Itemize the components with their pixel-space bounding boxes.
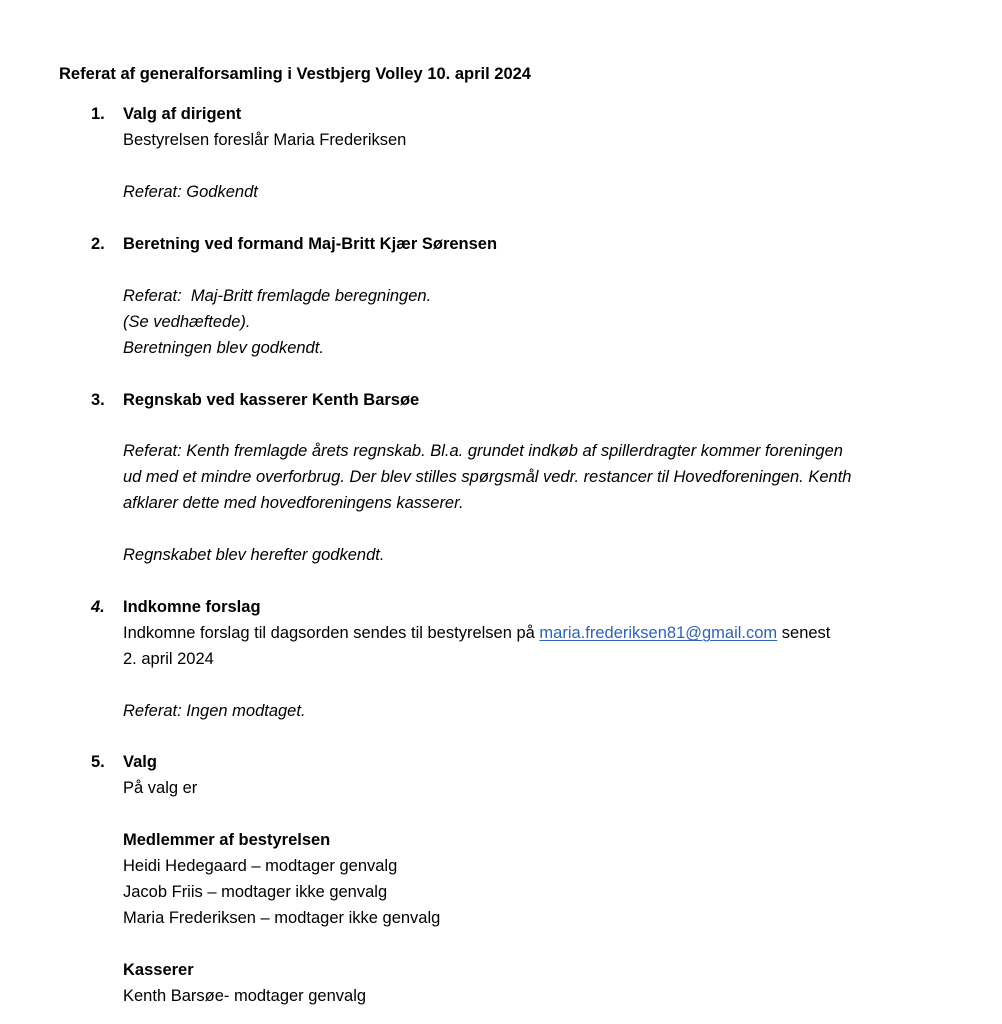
item-4-text-after-link: senest: [777, 624, 831, 642]
item-4-heading: Indkomne forslag: [123, 598, 261, 616]
board-members-heading: Medlemmer af bestyrelsen: [123, 831, 331, 849]
item-2-referat-line-3: Beretningen blev godkendt.: [123, 339, 324, 357]
item-3-referat-line-2: ud med et mindre overforbrug. Der blev stilles spørgsmål vedr. restancer til Hovedforeningen. Kenth: [123, 468, 852, 486]
item-4-text-line-2: 2. april 2024: [123, 650, 214, 668]
item-5-number: 5.: [91, 753, 105, 771]
item-1-referat: Referat: Godkendt: [123, 183, 258, 201]
document-title: Referat af generalforsamling i Vestbjerg Volley 10. april 2024: [59, 65, 531, 83]
item-2-heading: Beretning ved formand Maj-Britt Kjær Sørensen: [123, 235, 498, 253]
item-2-number: 2.: [91, 235, 105, 253]
item-3-number: 3.: [91, 391, 105, 409]
item-5-heading: Valg: [123, 753, 157, 771]
item-4-text-before-link: Indkomne forslag til dagsorden sendes til bestyrelsen på: [123, 624, 540, 642]
item-1-number: 1.: [91, 105, 105, 123]
item-4-referat: Referat: Ingen modtaget.: [123, 702, 306, 720]
board-member: Jacob Friis – modtager ikke genvalg: [123, 883, 388, 901]
item-3-conclusion: Regnskabet blev herefter godkendt.: [123, 546, 385, 564]
item-5-text: På valg er: [123, 779, 198, 797]
item-1-heading: Valg af dirigent: [123, 105, 242, 123]
item-2-referat-line-1: Referat: Maj-Britt fremlagde beregningen.: [123, 287, 432, 305]
item-3-referat-line-3: afklarer dette med hovedforeningens kasserer.: [123, 494, 464, 512]
email-link[interactable]: maria.frederiksen81@gmail.com: [539, 624, 778, 642]
item-1-text: Bestyrelsen foreslår Maria Frederiksen: [123, 131, 407, 149]
board-member: Maria Frederiksen – modtager ikke genvalg: [123, 909, 441, 927]
item-3-heading: Regnskab ved kasserer Kenth Barsøe: [123, 391, 420, 409]
item-4-text: [123, 620, 830, 646]
item-2-referat-line-2: (Se vedhæftede).: [123, 313, 251, 331]
item-3-referat-line-1: Referat: Kenth fremlagde årets regnskab. Bl.a. grundet indkøb af spillerdragter kommer foreningen: [123, 442, 843, 460]
item-4-number: 4.: [91, 598, 105, 616]
board-member: Heidi Hedegaard – modtager genvalg: [123, 857, 398, 875]
treasurer-heading: Kasserer: [123, 961, 194, 979]
treasurer-entry: Kenth Barsøe- modtager genvalg: [123, 987, 367, 1005]
